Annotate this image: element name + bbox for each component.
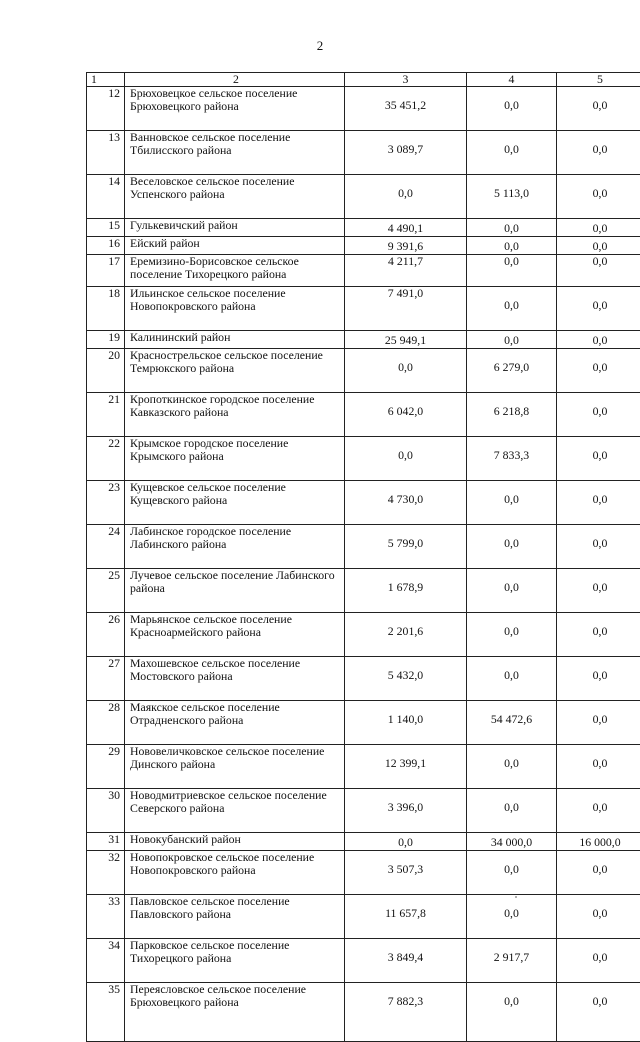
value-col3: 35 451,2	[345, 87, 467, 131]
value-col5: 0,0	[557, 349, 640, 393]
settlement-name: Новопокровское сельское поселение Новопокровского района	[125, 851, 345, 895]
table-row	[87, 569, 640, 613]
row-number: 14	[87, 175, 125, 219]
settlement-name: Кущевское сельское поселение Кущевского района	[125, 481, 345, 525]
settlement-name: Краснострельское сельское поселение Темрюкского района	[125, 349, 345, 393]
value-col3: 4 730,0	[345, 481, 467, 525]
settlement-name: Ильинское сельское поселение Новопокровского района	[125, 287, 345, 331]
table-row	[87, 349, 640, 393]
settlement-name: Павловское сельское поселение Павловского района	[125, 895, 345, 939]
value-col5: 0,0	[557, 657, 640, 701]
table-row	[87, 255, 640, 287]
value-col5: 0,0	[557, 175, 640, 219]
value-col4: 0,0	[467, 569, 557, 613]
table-row	[87, 437, 640, 481]
value-col4: 5 113,0	[467, 175, 557, 219]
row-number: 21	[87, 393, 125, 437]
table-row	[87, 745, 640, 789]
table-row	[87, 895, 640, 939]
value-col3: 5 799,0	[345, 525, 467, 569]
row-number: 32	[87, 851, 125, 895]
table-row	[87, 833, 640, 851]
value-col4: 0,0	[467, 255, 557, 287]
table-row	[87, 657, 640, 701]
value-col5: 0,0	[557, 613, 640, 657]
table-row	[87, 613, 640, 657]
table-row	[87, 939, 640, 983]
table-row	[87, 219, 640, 237]
row-number: 28	[87, 701, 125, 745]
row-number: 22	[87, 437, 125, 481]
settlement-name: Махошевское сельское поселение Мостовского района	[125, 657, 345, 701]
row-number: 12	[87, 87, 125, 131]
table-row	[87, 87, 640, 131]
value-col4: 7 833,3	[467, 437, 557, 481]
settlement-name: Новокубанский район	[125, 833, 345, 851]
row-number: 26	[87, 613, 125, 657]
value-col5: 0,0	[557, 287, 640, 331]
settlement-name: Ейский район	[125, 237, 345, 255]
value-col5: 0,0	[557, 701, 640, 745]
settlement-name: Маякское сельское поселение Отрадненского района	[125, 701, 345, 745]
settlement-name: Брюховецкое сельское поселение Брюховецкого района	[125, 87, 345, 131]
table-row	[87, 525, 640, 569]
value-col3: 9 391,6	[345, 237, 467, 255]
scan-speck	[515, 896, 517, 898]
value-col4: 2 917,7	[467, 939, 557, 983]
value-col4: 0,0	[467, 745, 557, 789]
settlement-name: Лучевое сельское поселение Лабинского района	[125, 569, 345, 613]
value-col4: 0,0	[467, 895, 557, 939]
value-col4: 0,0	[467, 983, 557, 1042]
value-col5: 0,0	[557, 939, 640, 983]
row-number: 16	[87, 237, 125, 255]
settlement-name: Нововеличковское сельское поселение Динского района	[125, 745, 345, 789]
value-col5: 0,0	[557, 331, 640, 349]
row-number: 29	[87, 745, 125, 789]
row-number: 23	[87, 481, 125, 525]
value-col5: 0,0	[557, 569, 640, 613]
row-number: 33	[87, 895, 125, 939]
settlement-name: Марьянское сельское поселение Красноармейского района	[125, 613, 345, 657]
value-col3: 5 432,0	[345, 657, 467, 701]
value-col3: 3 507,3	[345, 851, 467, 895]
value-col3: 1 678,9	[345, 569, 467, 613]
row-number: 31	[87, 833, 125, 851]
value-col3: 25 949,1	[345, 331, 467, 349]
settlement-name: Калининский район	[125, 331, 345, 349]
settlement-name: Веселовское сельское поселение Успенского района	[125, 175, 345, 219]
header-cell: 2	[125, 73, 345, 87]
value-col4: 0,0	[467, 331, 557, 349]
value-col3: 0,0	[345, 175, 467, 219]
settlement-name: Лабинское городское поселение Лабинского района	[125, 525, 345, 569]
value-col3: 4 490,1	[345, 219, 467, 237]
value-col3: 3 849,4	[345, 939, 467, 983]
value-col5: 0,0	[557, 255, 640, 287]
settlement-name: Гулькевичский район	[125, 219, 345, 237]
value-col3: 11 657,8	[345, 895, 467, 939]
value-col4: 0,0	[467, 237, 557, 255]
table-row	[87, 393, 640, 437]
table-row	[87, 701, 640, 745]
table-row	[87, 789, 640, 833]
value-col4: 0,0	[467, 287, 557, 331]
row-number: 27	[87, 657, 125, 701]
row-number: 34	[87, 939, 125, 983]
row-number: 19	[87, 331, 125, 349]
row-number: 35	[87, 983, 125, 1042]
value-col4: 0,0	[467, 525, 557, 569]
value-col4: 6 279,0	[467, 349, 557, 393]
value-col3: 3 396,0	[345, 789, 467, 833]
table-row	[87, 175, 640, 219]
value-col3: 0,0	[345, 349, 467, 393]
header-cell: 1	[87, 73, 125, 87]
value-col4: 0,0	[467, 657, 557, 701]
row-number: 20	[87, 349, 125, 393]
value-col3: 7 882,3	[345, 983, 467, 1042]
settlement-name: Еремизино-Борисовское сельское поселение Тихорецкого района	[125, 255, 345, 287]
value-col4: 0,0	[467, 481, 557, 525]
row-number: 30	[87, 789, 125, 833]
value-col5: 0,0	[557, 895, 640, 939]
settlement-name: Новодмитриевское сельское поселение Северского района	[125, 789, 345, 833]
value-col5: 0,0	[557, 525, 640, 569]
row-number: 17	[87, 255, 125, 287]
value-col5: 16 000,0	[557, 833, 640, 851]
table-row	[87, 481, 640, 525]
settlement-name: Парковское сельское поселение Тихорецкого района	[125, 939, 345, 983]
value-col3: 0,0	[345, 833, 467, 851]
value-col5: 0,0	[557, 851, 640, 895]
value-col4: 0,0	[467, 851, 557, 895]
value-col4: 0,0	[467, 87, 557, 131]
settlement-name: Крымское городское поселение Крымского района	[125, 437, 345, 481]
table-row	[87, 851, 640, 895]
row-number: 24	[87, 525, 125, 569]
value-col3: 7 491,0	[345, 287, 467, 331]
value-col5: 0,0	[557, 789, 640, 833]
table-row	[87, 331, 640, 349]
value-col3: 1 140,0	[345, 701, 467, 745]
value-col5: 0,0	[557, 481, 640, 525]
settlement-name: Кропоткинское городское поселение Кавказского района	[125, 393, 345, 437]
row-number: 15	[87, 219, 125, 237]
value-col4: 34 000,0	[467, 833, 557, 851]
value-col5: 0,0	[557, 393, 640, 437]
table-row	[87, 237, 640, 255]
value-col3: 4 211,7	[345, 255, 467, 287]
value-col5: 0,0	[557, 983, 640, 1042]
table-row	[87, 983, 640, 1042]
value-col5: 0,0	[557, 131, 640, 175]
header-cell: 3	[345, 73, 467, 87]
page-number: 2	[0, 38, 640, 54]
value-col3: 3 089,7	[345, 131, 467, 175]
table-row	[87, 131, 640, 175]
settlement-name: Ванновское сельское поселение Тбилисского района	[125, 131, 345, 175]
value-col5: 0,0	[557, 745, 640, 789]
row-number: 13	[87, 131, 125, 175]
value-col3: 2 201,6	[345, 613, 467, 657]
row-number: 18	[87, 287, 125, 331]
table-row	[87, 287, 640, 331]
budget-table	[86, 72, 640, 1042]
value-col4: 0,0	[467, 613, 557, 657]
value-col3: 6 042,0	[345, 393, 467, 437]
value-col5: 0,0	[557, 237, 640, 255]
value-col3: 12 399,1	[345, 745, 467, 789]
header-cell: 4	[467, 73, 557, 87]
row-number: 25	[87, 569, 125, 613]
settlement-name: Переясловское сельское поселение Брюховецкого района	[125, 983, 345, 1042]
table-header-row	[87, 73, 640, 87]
value-col4: 0,0	[467, 131, 557, 175]
value-col4: 54 472,6	[467, 701, 557, 745]
value-col5: 0,0	[557, 437, 640, 481]
value-col5: 0,0	[557, 219, 640, 237]
header-cell: 5	[557, 73, 640, 87]
value-col4: 0,0	[467, 219, 557, 237]
value-col3: 0,0	[345, 437, 467, 481]
value-col5: 0,0	[557, 87, 640, 131]
value-col4: 6 218,8	[467, 393, 557, 437]
value-col4: 0,0	[467, 789, 557, 833]
